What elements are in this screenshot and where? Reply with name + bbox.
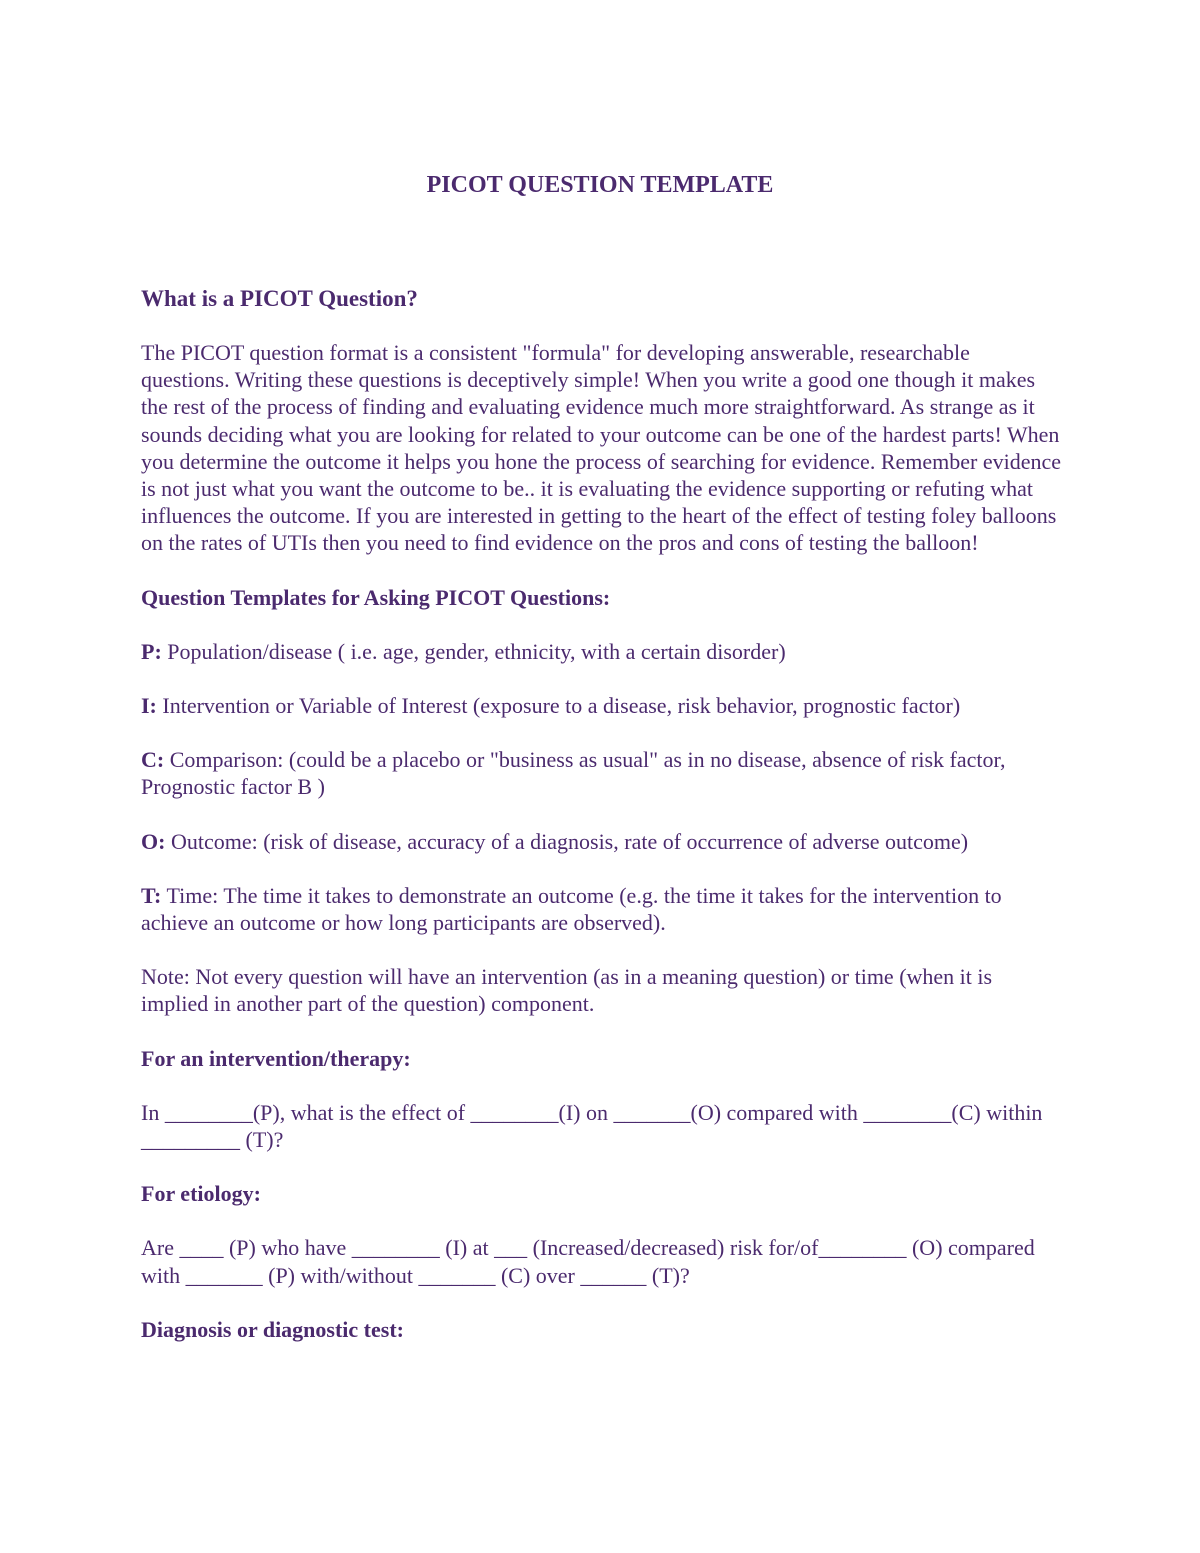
intervention-template: In ________(P), what is the effect of ________(I) on _______(O) compared with ________(C) within _________ (T)?	[141, 1099, 1043, 1153]
picot-label: I:	[141, 693, 157, 719]
etiology-template: Are ____ (P) who have ________ (I) at ___ (Increased/decreased) risk for/of________ (O) compared with _______ (P) with/without _______ (C) over ______ (T)?	[141, 1235, 1035, 1288]
picot-item-t	[141, 882, 1061, 936]
etiology-heading: For etiology:	[141, 1181, 261, 1207]
diagnosis-heading: Diagnosis or diagnostic test:	[141, 1316, 404, 1342]
picot-text: Outcome: (risk of disease, accuracy of a diagnosis, rate of occurrence of adverse outcome)	[170, 828, 969, 854]
picot-label: T:	[141, 882, 162, 908]
picot-text: Comparison: (could be a placebo or "business as usual" as in no disease, absence of risk factor, Prognostic factor B )	[141, 747, 1006, 800]
picot-label: P:	[141, 638, 162, 664]
picot-item-c	[141, 746, 1061, 800]
intervention-heading: For an intervention/therapy:	[141, 1045, 411, 1071]
section-heading: What is a PICOT Question?	[141, 286, 418, 311]
templates-heading: Question Templates for Asking PICOT Questions:	[141, 584, 611, 610]
picot-item-p	[141, 638, 1061, 665]
picot-text: Time: The time it takes to demonstrate an outcome (e.g. the time it takes for the intervention to achieve an outcome or how long participants are observed).	[141, 882, 1002, 936]
note-paragraph: Note: Not every question will have an intervention (as in a meaning question) or time (when it is implied in another part of the question) component.	[141, 964, 993, 1017]
picot-text: Intervention or Variable of Interest (exposure to a disease, risk behavior, prognostic factor)	[162, 693, 961, 719]
picot-text: Population/disease ( i.e. age, gender, ethnicity, with a certain disorder)	[167, 638, 786, 664]
intro-paragraph: The PICOT question format is a consistent "formula" for developing answerable, researchable questions. Writing these questions is deceptively simple! When you write a good one though it makes the rest of the process of finding and evaluating evidence much more straightforward. As strange as it sounds deciding what you are looking for related to your outcome can be one of the hardest parts! When you determine the outcome it helps you hone the process of searching for evidence. Remember evidence is not just what you want the outcome to be.. it is evaluating the evidence supporting or refuting what influences the outcome. If you are interested in getting to the heart of the effect of testing foley balloons on the rates of UTIs then you need to find evidence on the pros and cons of testing the balloon!	[141, 340, 1062, 556]
picot-label: O:	[141, 828, 166, 854]
document-title: PICOT QUESTION TEMPLATE	[426, 172, 774, 198]
picot-label: C:	[141, 747, 165, 773]
document-body	[141, 284, 1061, 1343]
picot-item-i	[141, 692, 1061, 719]
picot-item-o	[141, 828, 1061, 855]
